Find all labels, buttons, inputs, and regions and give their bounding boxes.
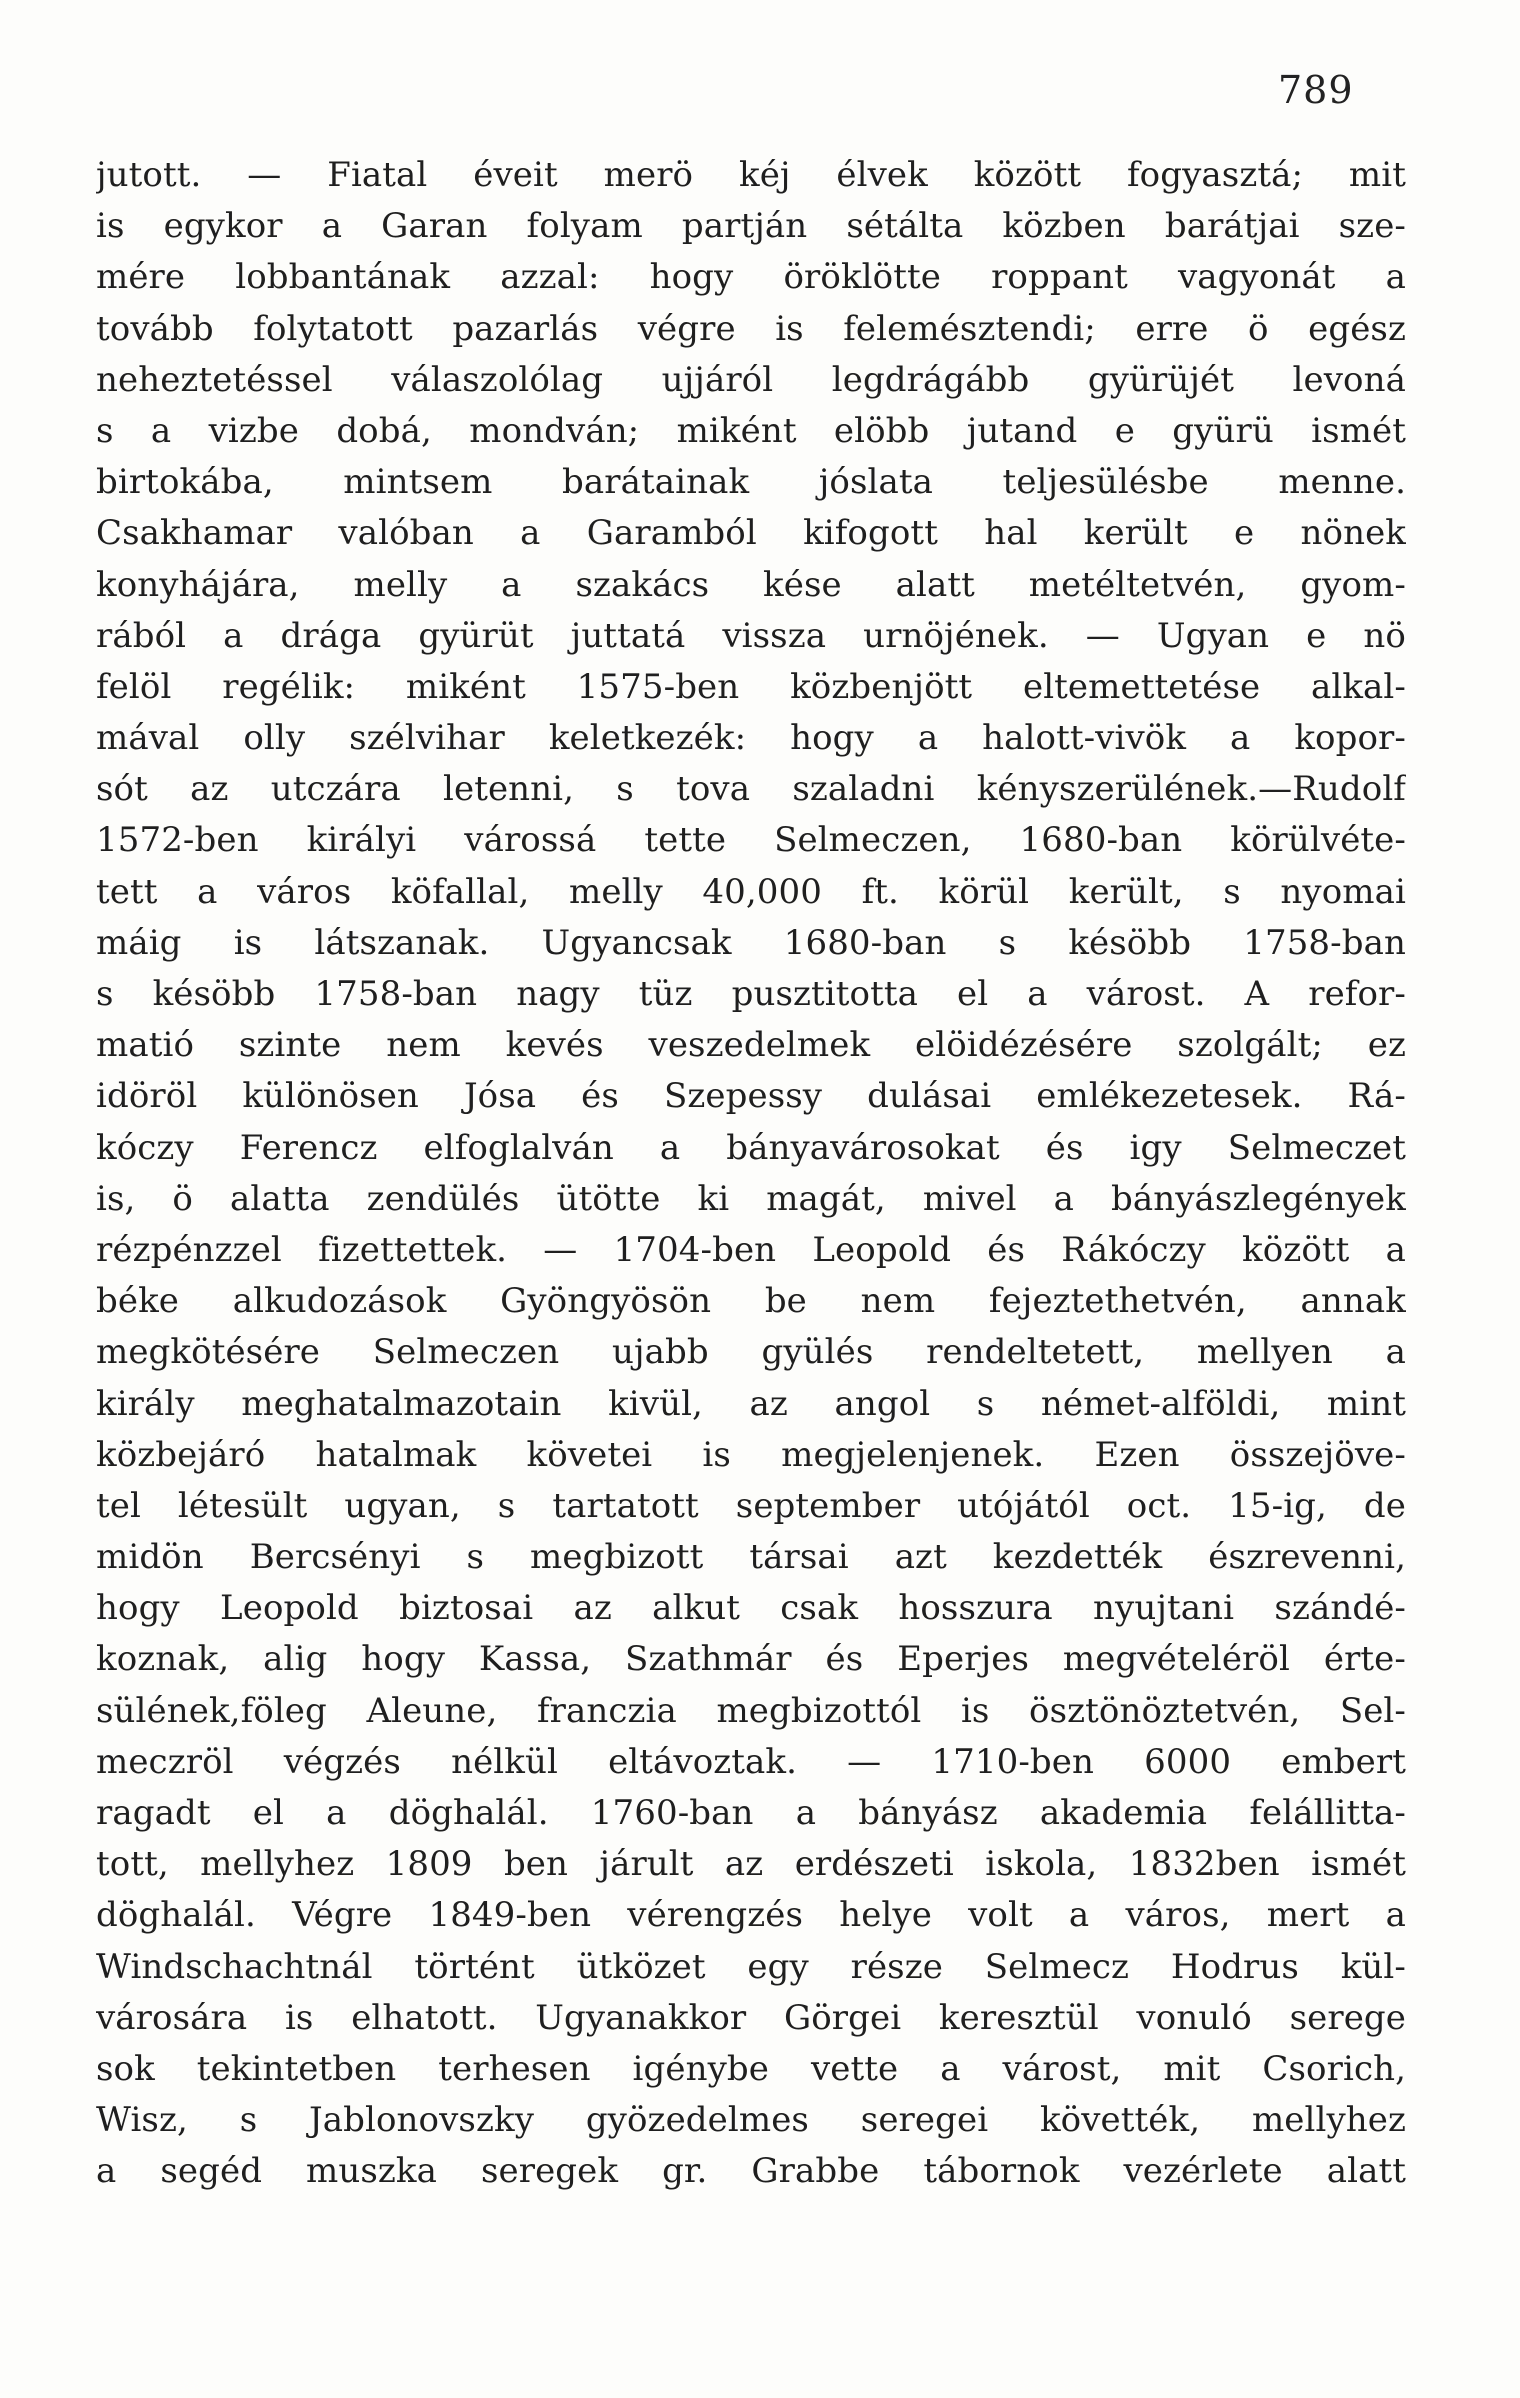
text-line: koznak, alig hogy Kassa, Szathmár és Eperjes megvételéröl érte-	[96, 1639, 1406, 1680]
text-line: mával olly szélvihar keletkezék: hogy a halott-vivök a kopor-	[96, 718, 1406, 759]
text-line: máig is látszanak. Ugyancsak 1680-ban s késöbb 1758-ban	[96, 922, 1406, 963]
body-text	[96, 150, 1406, 2198]
text-line: tott, mellyhez 1809 ben járult az erdészeti iskola, 1832ben ismét	[96, 1844, 1406, 1885]
text-line: megkötésére Selmeczen ujabb gyülés rendeltetett, mellyen a	[96, 1332, 1406, 1373]
text-line: is, ö alatta zendülés ütötte ki magát, mivel a bányászlegények	[96, 1178, 1406, 1219]
text-line: neheztetéssel válaszolólag ujjáról legdrágább gyürüjét levoná	[96, 359, 1406, 400]
text-line: Csakhamar valóban a Garamból kifogott hal került e nönek	[96, 513, 1406, 554]
text-line: béke alkudozások Gyöngyösön be nem fejeztethetvén, annak	[96, 1281, 1406, 1322]
text-line: rából a drága gyürüt juttatá vissza urnöjének. — Ugyan e nö	[96, 615, 1406, 656]
text-line: ragadt el a döghalál. 1760-ban a bányász akademia felállitta-	[96, 1793, 1406, 1833]
text-line: konyhájára, melly a szakács kése alatt metéltetvén, gyom-	[96, 564, 1406, 605]
page-number: 789	[1278, 68, 1354, 112]
text-line: sülének,föleg Aleune, franczia megbizottól is ösztönöztetvén, Sel-	[96, 1690, 1406, 1731]
text-line: a segéd muszka seregek gr. Grabbe tábornok vezérlete alatt	[96, 2151, 1406, 2192]
text-line: döghalál. Végre 1849-ben vérengzés helye volt a város, mert a	[96, 1895, 1406, 1936]
text-line: Windschachtnál történt ütközet egy része Selmecz Hodrus kül-	[96, 1946, 1406, 1987]
text-line: király meghatalmazotain kivül, az angol s német-alföldi, mint	[96, 1383, 1406, 1424]
text-line: 1572-ben királyi várossá tette Selmeczen, 1680-ban körülvéte-	[96, 820, 1406, 861]
text-line: s a vizbe dobá, mondván; miként elöbb jutand e gyürü ismét	[96, 410, 1406, 451]
text-line: Wisz, s Jablonovszky gyözedelmes seregei követték, mellyhez	[96, 2100, 1406, 2141]
text-line: sót az utczára letenni, s tova szaladni kényszerülének.—Rudolf	[96, 769, 1406, 810]
text-line: mére lobbantának azzal: hogy öröklötte roppant vagyonát a	[96, 257, 1406, 298]
text-line: birtokába, mintsem barátainak jóslata teljesülésbe menne.	[96, 462, 1406, 503]
text-line: idöröl különösen Jósa és Szepessy dulásai emlékezetesek. Rá-	[96, 1076, 1406, 1117]
text-line: sok tekintetben terhesen igénybe vette a várost, mit Csorich,	[96, 2048, 1406, 2089]
text-line: tel létesült ugyan, s tartatott september utójától oct. 15-ig, de	[96, 1485, 1406, 1526]
text-line: városára is elhatott. Ugyanakkor Görgei keresztül vonuló serege	[96, 1997, 1406, 2038]
text-line: rézpénzzel fizettettek. — 1704-ben Leopold és Rákóczy között a	[96, 1229, 1406, 1270]
text-line: tett a város köfallal, melly 40,000 ft. körül került, s nyomai	[96, 871, 1406, 912]
text-line: felöl regélik: miként 1575-ben közbenjött eltemettetése alkal-	[96, 666, 1406, 707]
text-line: tovább folytatott pazarlás végre is felemésztendi; erre ö egész	[96, 308, 1406, 349]
text-line: midön Bercsényi s megbizott társai azt kezdették észrevenni,	[96, 1537, 1406, 1578]
text-line: s késöbb 1758-ban nagy tüz pusztitotta el a várost. A refor-	[96, 974, 1406, 1014]
text-line: jutott. — Fiatal éveit merö kéj élvek között fogyasztá; mit	[96, 155, 1406, 195]
text-line: is egykor a Garan folyam partján sétálta közben barátjai sze-	[96, 206, 1406, 247]
text-line: közbejáró hatalmak követei is megjelenjenek. Ezen összejöve-	[96, 1434, 1406, 1475]
text-line: hogy Leopold biztosai az alkut csak hosszura nyujtani szándé-	[96, 1588, 1406, 1629]
text-line: matió szinte nem kevés veszedelmek elöidézésére szolgált; ez	[96, 1025, 1406, 1066]
text-line: meczröl végzés nélkül eltávoztak. — 1710-ben 6000 embert	[96, 1741, 1406, 1782]
text-line: kóczy Ferencz elfoglalván a bányavárosokat és igy Selmeczet	[96, 1127, 1406, 1168]
